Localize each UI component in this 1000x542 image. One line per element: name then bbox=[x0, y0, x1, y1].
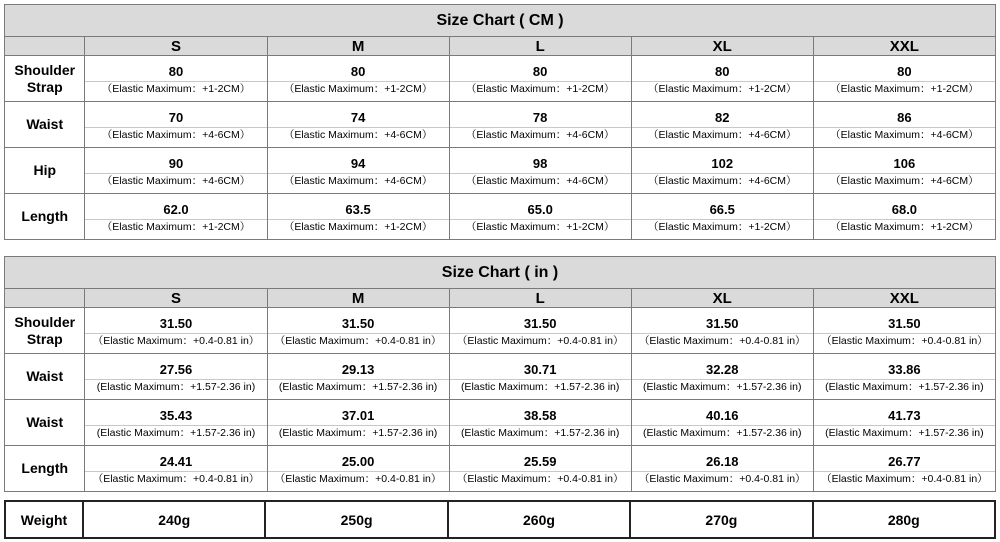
elastic-note: (Elastic Maximum：+1.57-2.36 in) bbox=[632, 379, 813, 394]
size-cell bbox=[267, 354, 449, 400]
weight-value: 280g bbox=[813, 501, 995, 538]
elastic-note: （Elastic Maximum：+0.4-0.81 in） bbox=[85, 333, 266, 348]
size-cell bbox=[85, 354, 267, 400]
size-cell bbox=[813, 308, 995, 354]
measurement-value: 32.28 bbox=[705, 362, 739, 377]
measurement-value: 25.59 bbox=[523, 454, 557, 469]
size-cell bbox=[85, 308, 267, 354]
size-cell bbox=[85, 148, 267, 194]
elastic-note: （Elastic Maximum：+1-2CM） bbox=[268, 219, 449, 234]
size-cell bbox=[267, 148, 449, 194]
measurement-value: 38.58 bbox=[523, 408, 557, 423]
elastic-note: （Elastic Maximum：+1-2CM） bbox=[268, 81, 449, 96]
row-label: Length bbox=[5, 194, 85, 240]
size-header: L bbox=[449, 289, 631, 308]
elastic-note: （Elastic Maximum：+4-6CM） bbox=[632, 127, 813, 142]
row-label: Waist bbox=[5, 354, 85, 400]
size-cell bbox=[85, 102, 267, 148]
elastic-note: （Elastic Maximum：+4-6CM） bbox=[814, 127, 995, 142]
size-cell bbox=[813, 194, 995, 240]
size-cell bbox=[813, 148, 995, 194]
elastic-note: （Elastic Maximum：+0.4-0.81 in） bbox=[450, 471, 631, 486]
size-header: XXL bbox=[813, 37, 995, 56]
size-header: S bbox=[85, 289, 267, 308]
size-header: S bbox=[85, 37, 267, 56]
measurement-value: 102 bbox=[711, 156, 734, 171]
elastic-note: （Elastic Maximum：+4-6CM） bbox=[85, 173, 266, 188]
size-cell bbox=[267, 194, 449, 240]
measurement-value: 98 bbox=[532, 156, 548, 171]
measurement-value: 26.77 bbox=[888, 454, 921, 469]
size-cell bbox=[449, 354, 631, 400]
size-chart-in bbox=[4, 256, 996, 492]
size-cell bbox=[813, 400, 995, 446]
size-cell bbox=[631, 56, 813, 102]
table-row bbox=[5, 446, 996, 492]
size-header: M bbox=[267, 289, 449, 308]
measurement-value: 24.41 bbox=[159, 454, 193, 469]
measurement-value: 66.5 bbox=[709, 202, 735, 217]
elastic-note: (Elastic Maximum：+1.57-2.36 in) bbox=[268, 379, 449, 394]
row-label: Length bbox=[5, 446, 85, 492]
size-chart-cm bbox=[4, 4, 996, 240]
size-cell bbox=[267, 400, 449, 446]
elastic-note: （Elastic Maximum：+0.4-0.81 in） bbox=[632, 471, 813, 486]
elastic-note: (Elastic Maximum：+1.57-2.36 in) bbox=[450, 425, 631, 440]
measurement-value: 74 bbox=[350, 110, 366, 125]
table-row bbox=[5, 148, 996, 194]
measurement-value: 40.16 bbox=[705, 408, 739, 423]
elastic-note: （Elastic Maximum：+4-6CM） bbox=[450, 173, 631, 188]
size-cell bbox=[631, 354, 813, 400]
header-corner bbox=[5, 37, 85, 56]
table-row bbox=[5, 400, 996, 446]
size-cell bbox=[449, 446, 631, 492]
elastic-note: （Elastic Maximum：+0.4-0.81 in） bbox=[268, 333, 449, 348]
size-header: XL bbox=[631, 289, 813, 308]
size-cell bbox=[85, 56, 267, 102]
elastic-note: （Elastic Maximum：+0.4-0.81 in） bbox=[632, 333, 813, 348]
size-cell bbox=[449, 400, 631, 446]
elastic-note: （Elastic Maximum：+4-6CM） bbox=[85, 127, 266, 142]
elastic-note: (Elastic Maximum：+1.57-2.36 in) bbox=[268, 425, 449, 440]
measurement-value: 65.0 bbox=[527, 202, 553, 217]
weight-value: 250g bbox=[265, 501, 447, 538]
measurement-value: 37.01 bbox=[341, 408, 375, 423]
measurement-value: 31.50 bbox=[341, 316, 375, 331]
elastic-note: （Elastic Maximum：+1-2CM） bbox=[632, 81, 813, 96]
size-cell bbox=[813, 102, 995, 148]
size-cell bbox=[267, 446, 449, 492]
weight-value: 270g bbox=[630, 501, 812, 538]
measurement-value: 31.50 bbox=[705, 316, 739, 331]
row-label: Hip bbox=[5, 148, 85, 194]
size-cell bbox=[267, 308, 449, 354]
elastic-note: （Elastic Maximum：+4-6CM） bbox=[268, 173, 449, 188]
size-cell bbox=[267, 56, 449, 102]
size-cell bbox=[85, 194, 267, 240]
weight-table bbox=[4, 500, 996, 539]
elastic-note: （Elastic Maximum：+1-2CM） bbox=[450, 219, 631, 234]
size-cell bbox=[631, 148, 813, 194]
size-header: XXL bbox=[813, 289, 995, 308]
table-row bbox=[5, 354, 996, 400]
elastic-note: (Elastic Maximum：+1.57-2.36 in) bbox=[85, 425, 266, 440]
weight-label: Weight bbox=[5, 501, 83, 538]
cm-rows bbox=[5, 56, 996, 240]
elastic-note: （Elastic Maximum：+4-6CM） bbox=[632, 173, 813, 188]
row-label: Waist bbox=[5, 102, 85, 148]
measurement-value: 80 bbox=[532, 64, 548, 79]
header-corner bbox=[5, 289, 85, 308]
size-cell bbox=[631, 102, 813, 148]
elastic-note: （Elastic Maximum：+1-2CM） bbox=[814, 81, 995, 96]
elastic-note: (Elastic Maximum：+1.57-2.36 in) bbox=[814, 425, 995, 440]
measurement-value: 27.56 bbox=[159, 362, 193, 377]
size-cell bbox=[85, 446, 267, 492]
size-cell bbox=[449, 56, 631, 102]
measurement-value: 63.5 bbox=[345, 202, 371, 217]
elastic-note: （Elastic Maximum：+1-2CM） bbox=[85, 219, 266, 234]
measurement-value: 80 bbox=[897, 64, 912, 79]
elastic-note: （Elastic Maximum：+1-2CM） bbox=[814, 219, 995, 234]
size-cell bbox=[813, 354, 995, 400]
size-cell bbox=[449, 308, 631, 354]
size-header: XL bbox=[631, 37, 813, 56]
elastic-note: （Elastic Maximum：+1-2CM） bbox=[85, 81, 266, 96]
row-label: Waist bbox=[5, 400, 85, 446]
elastic-note: （Elastic Maximum：+4-6CM） bbox=[450, 127, 631, 142]
size-cell bbox=[631, 308, 813, 354]
measurement-value: 62.0 bbox=[163, 202, 189, 217]
elastic-note: (Elastic Maximum：+1.57-2.36 in) bbox=[814, 379, 995, 394]
table-row bbox=[5, 194, 996, 240]
weight-value: 240g bbox=[83, 501, 265, 538]
elastic-note: （Elastic Maximum：+4-6CM） bbox=[268, 127, 449, 142]
chart-title: Size Chart ( CM ) bbox=[5, 5, 996, 37]
row-label: Shoulder Strap bbox=[5, 56, 85, 102]
table-row bbox=[5, 308, 996, 354]
elastic-note: （Elastic Maximum：+0.4-0.81 in） bbox=[814, 471, 995, 486]
chart-title: Size Chart ( in ) bbox=[5, 257, 996, 289]
elastic-note: (Elastic Maximum：+1.57-2.36 in) bbox=[85, 379, 266, 394]
size-cell bbox=[813, 446, 995, 492]
measurement-value: 80 bbox=[168, 64, 184, 79]
measurement-value: 31.50 bbox=[523, 316, 557, 331]
row-label: Shoulder Strap bbox=[5, 308, 85, 354]
size-cell bbox=[449, 148, 631, 194]
elastic-note: （Elastic Maximum：+4-6CM） bbox=[814, 173, 995, 188]
size-cell bbox=[813, 56, 995, 102]
elastic-note: （Elastic Maximum：+1-2CM） bbox=[632, 219, 813, 234]
measurement-value: 106 bbox=[893, 156, 916, 171]
measurement-value: 30.71 bbox=[523, 362, 557, 377]
measurement-value: 25.00 bbox=[341, 454, 375, 469]
measurement-value: 94 bbox=[350, 156, 366, 171]
size-cell bbox=[631, 194, 813, 240]
elastic-note: （Elastic Maximum：+0.4-0.81 in） bbox=[85, 471, 266, 486]
size-header: M bbox=[267, 37, 449, 56]
measurement-value: 80 bbox=[350, 64, 366, 79]
measurement-value: 41.73 bbox=[888, 408, 921, 423]
elastic-note: （Elastic Maximum：+0.4-0.81 in） bbox=[268, 471, 449, 486]
table-row bbox=[5, 56, 996, 102]
size-header: L bbox=[449, 37, 631, 56]
measurement-value: 80 bbox=[715, 64, 730, 79]
measurement-value: 31.50 bbox=[888, 316, 921, 331]
measurement-value: 33.86 bbox=[888, 362, 921, 377]
measurement-value: 78 bbox=[532, 110, 548, 125]
weight-value: 260g bbox=[448, 501, 630, 538]
size-cell bbox=[449, 102, 631, 148]
size-cell bbox=[631, 400, 813, 446]
measurement-value: 70 bbox=[168, 110, 184, 125]
in-rows bbox=[5, 308, 996, 492]
measurement-value: 86 bbox=[897, 110, 912, 125]
measurement-value: 68.0 bbox=[891, 202, 918, 217]
size-cell bbox=[85, 400, 267, 446]
elastic-note: （Elastic Maximum：+0.4-0.81 in） bbox=[450, 333, 631, 348]
measurement-value: 35.43 bbox=[159, 408, 193, 423]
measurement-value: 29.13 bbox=[341, 362, 375, 377]
measurement-value: 90 bbox=[168, 156, 184, 171]
elastic-note: （Elastic Maximum：+0.4-0.81 in） bbox=[814, 333, 995, 348]
elastic-note: （Elastic Maximum：+1-2CM） bbox=[450, 81, 631, 96]
elastic-note: (Elastic Maximum：+1.57-2.36 in) bbox=[632, 425, 813, 440]
table-row bbox=[5, 102, 996, 148]
measurement-value: 82 bbox=[715, 110, 730, 125]
size-cell bbox=[631, 446, 813, 492]
size-cell bbox=[449, 194, 631, 240]
size-cell bbox=[267, 102, 449, 148]
measurement-value: 26.18 bbox=[705, 454, 739, 469]
measurement-value: 31.50 bbox=[159, 316, 193, 331]
elastic-note: (Elastic Maximum：+1.57-2.36 in) bbox=[450, 379, 631, 394]
